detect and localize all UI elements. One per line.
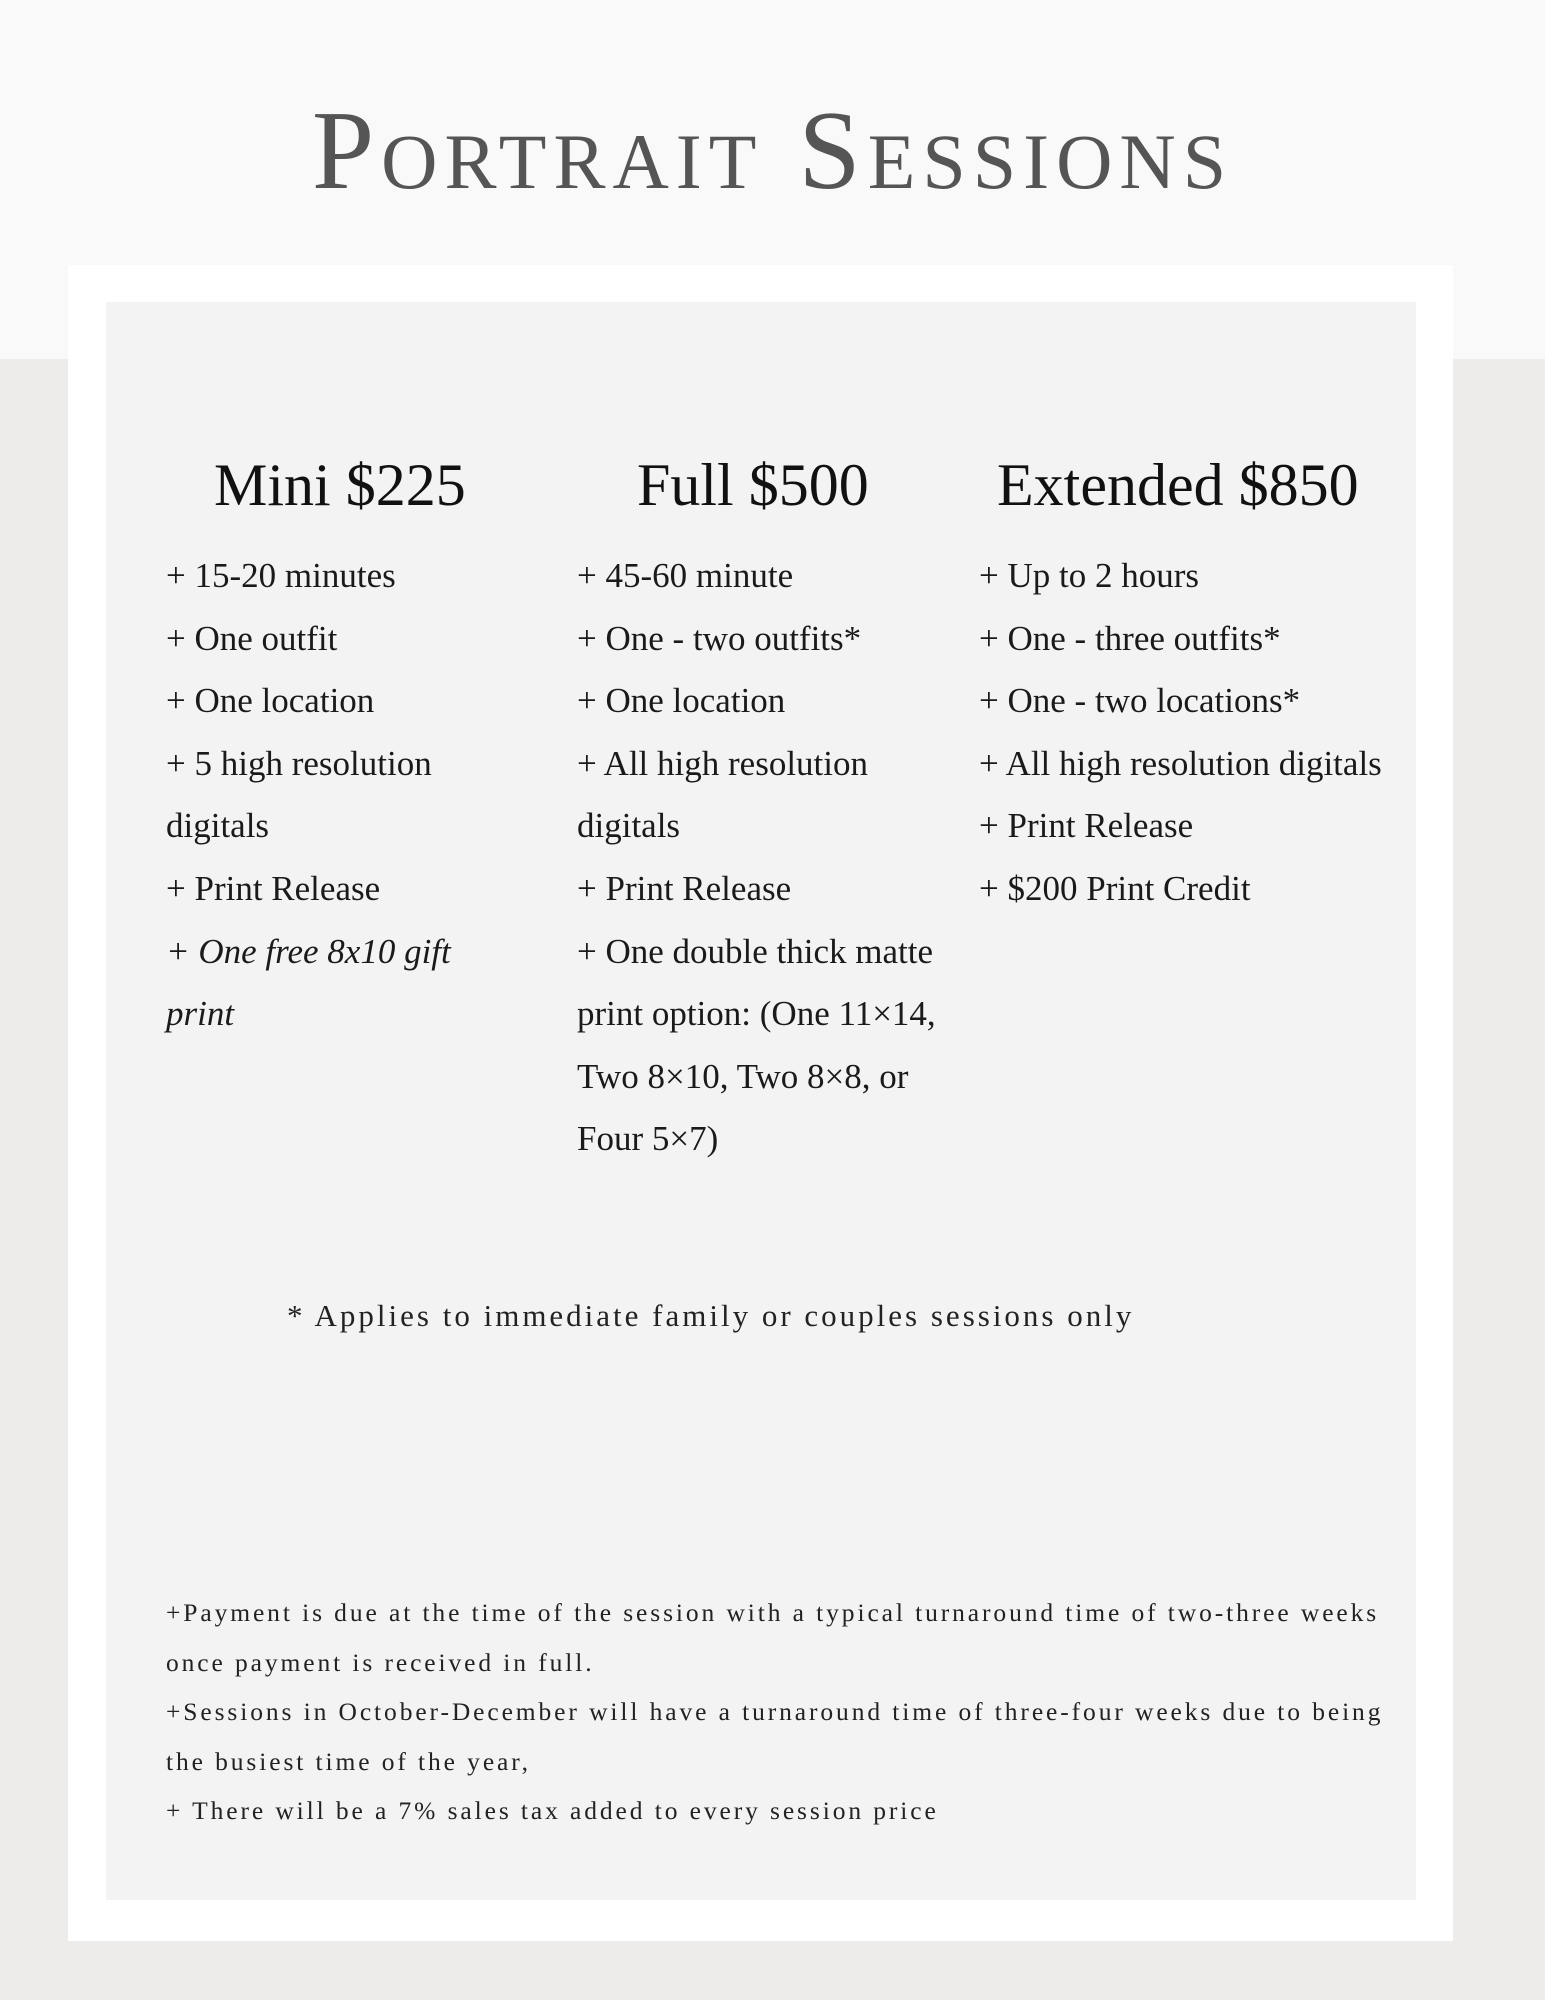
feature-item: + Print Release: [577, 868, 792, 908]
page-title: Portrait Sessions: [311, 89, 1234, 213]
feature-item: + $200 Print Credit: [979, 868, 1251, 908]
feature-item: + 5 high resolution digitals: [166, 743, 432, 846]
note-sales-tax: + There will be a 7% sales tax added to every session price: [166, 1796, 939, 1825]
feature-item: + One double thick matte print option: (One 11×14, Two 8×10, Two 8×8, or Four 5×7): [577, 931, 936, 1159]
feature-item: + One - two locations*: [979, 681, 1301, 721]
feature-item-gift-print: + One free 8x10 gift print: [166, 931, 451, 1034]
footnote: * Applies to immediate family or couples sessions only: [287, 1298, 1135, 1333]
feature-item: + One - three outfits*: [979, 618, 1281, 658]
note-turnaround: +Sessions in October-December will have a turnaround time of three-four weeks due to being the busiest time of the year,: [166, 1697, 1384, 1776]
feature-item: + One outfit: [166, 618, 338, 658]
package-title: Extended $850: [997, 452, 1359, 518]
package-features: [979, 545, 1399, 921]
package-full: [577, 450, 957, 1171]
package-mini: [166, 450, 496, 1046]
package-features: [166, 545, 496, 1046]
feature-item: + Print Release: [979, 806, 1194, 846]
package-extended: [979, 450, 1399, 921]
policy-notes: [166, 1588, 1396, 1836]
feature-item: + All high resolution digitals: [577, 743, 868, 846]
package-title: Full $500: [637, 452, 869, 518]
package-title: Mini $225: [214, 452, 466, 518]
feature-item: + One location: [577, 681, 786, 721]
feature-item: + Print Release: [166, 868, 381, 908]
feature-item: + 45-60 minute: [577, 556, 794, 595]
package-features: [577, 545, 957, 1171]
feature-item: + One - two outfits*: [577, 618, 862, 658]
note-payment: +Payment is due at the time of the session with a typical turnaround time of two-three weeks once payment is received in full.: [166, 1598, 1380, 1677]
feature-item: + Up to 2 hours: [979, 556, 1200, 595]
feature-item: + All high resolution digitals: [979, 743, 1382, 783]
feature-item: + 15-20 minutes: [166, 556, 396, 595]
feature-item: + One location: [166, 681, 375, 721]
